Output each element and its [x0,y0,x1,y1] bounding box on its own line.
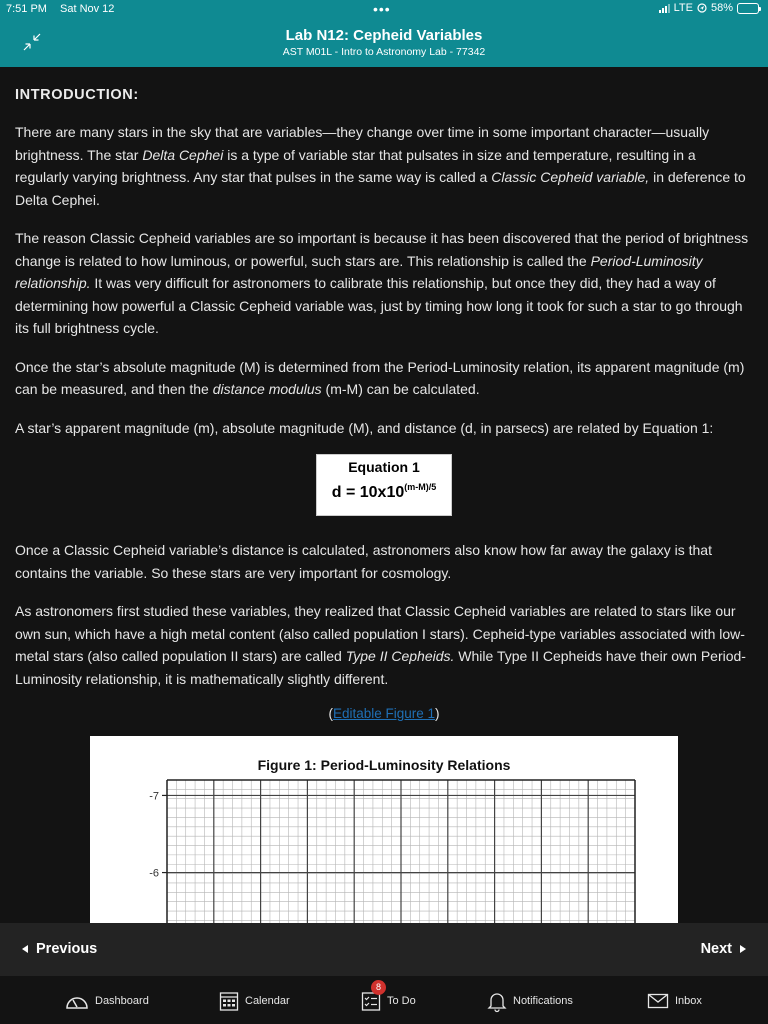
chart-plot [90,736,678,936]
chart-title: Figure 1: Period-Luminosity Relations [257,757,511,773]
text-run: There are many stars in the sky that are variables—they change over time in some important character—usually brightness. The star [15,124,710,163]
next-label: Next [700,941,732,957]
text-run: is a type of variable star that pulsates in size and temperature, resulting in a regularly varying brightness. Any star that pulses in the same way is called a [15,146,696,185]
text-run: Once the star’s absolute magnitude (M) is determined from the Period-Luminosity relation, its apparent magnitude (m) can be measured, and then the [15,358,745,397]
y-tick-label: -6 [149,867,159,880]
paren-open: ( [328,706,333,721]
tab-label: To Do [387,995,416,1007]
text-run: (m-M) can be calculated. [321,381,480,397]
intro-paragraph-4: A star’s apparent magnitude (m), absolute magnitude (M), and distance (d, in parsecs) are related by Equation 1: [15,419,714,436]
tab-inbox[interactable] [647,990,702,1012]
tab-notifications[interactable] [487,990,573,1012]
text-run-italic: Delta Cephei [142,146,224,163]
caret-left-icon [22,945,28,953]
multitasking-dots-icon[interactable]: ••• [373,1,391,17]
page-title: Lab N12: Cepheid Variables [285,27,483,44]
network-type: LTE [673,2,693,14]
previous-label: Previous [36,941,98,957]
y-tick-label: -7 [149,790,159,803]
text-run-italic: Classic Cepheid variable, [491,169,650,185]
intro-paragraph-3 [15,356,753,401]
inbox-icon [647,990,669,1012]
course-subtitle: AST M01L - Intro to Astronomy Lab - 77342 [282,46,486,58]
battery-percent: 58% [710,2,733,14]
status-bar [0,0,768,20]
section-heading: INTRODUCTION: [15,87,139,103]
figure-1-chart [90,736,678,936]
bottom-tab-bar [0,976,768,1024]
intro-paragraph-6 [15,600,753,690]
tab-dashboard[interactable] [65,990,149,1012]
caret-right-icon [740,945,746,953]
module-nav-bar [0,923,768,976]
text-run: in deference to Delta Cephei. [15,169,746,208]
tab-todo[interactable] [361,982,416,1012]
todo-badge: 8 [371,980,386,995]
page-content[interactable] [0,67,768,923]
equation-formula [317,482,451,502]
status-network [659,2,759,14]
equation-base: d = 10x10 [331,484,405,501]
signal-icon [659,3,670,13]
tab-label: Dashboard [95,995,149,1007]
equation-title: Equation 1 [348,459,420,475]
intro-paragraph-1 [15,121,753,211]
tab-label: Inbox [675,995,702,1007]
editable-figure-link[interactable]: Editable Figure 1 [332,706,436,721]
intro-paragraph-5: Once a Classic Cepheid variable’s distance is calculated, astronomers also know how far away the galaxy is that contains the variable. So these stars are very important for cosmology. [15,542,712,581]
bell-icon [487,990,507,1012]
figure-link-line [15,706,753,721]
tab-label: Notifications [513,995,573,1007]
tab-label: Calendar [245,995,290,1007]
equation-box [316,454,452,516]
previous-button[interactable] [22,941,97,957]
text-run: The reason Classic Cepheid variables are so important is because it has been discovered that the period of brightness change is related to how luminous, or powerful, such stars are. This relationship is called the [15,230,749,269]
text-run: While Type II Cepheids have their own Period-Luminosity relationship, it is mathematically slightly different. [15,648,746,687]
status-time: 7:51 PM [6,3,47,15]
text-run-italic: Type II Cepheids. [345,648,455,664]
equation-exponent: (m-M)/5 [404,482,437,492]
calendar-icon [219,990,239,1012]
dashboard-icon [65,990,89,1012]
text-run-italic: distance modulus [212,381,322,397]
text-run: It was very difficult for astronomers to calibrate this relationship, but once they did, they had a way of determining how powerful a Classic Cepheid variable was, just by timing how long it took for such a star to go through its full brightness cycle. [15,275,743,336]
location-icon [697,3,707,13]
tab-calendar[interactable] [219,990,290,1012]
text-run-italic: Period-Luminosity relationship. [15,252,703,291]
intro-paragraph-2 [15,227,753,340]
app-header [0,20,768,67]
battery-icon [737,3,759,14]
next-button[interactable] [701,941,746,957]
paren-close: ) [435,706,440,721]
text-run: As astronomers first studied these variables, they realized that Classic Cepheid variables are related to stars like our own sun, which have a high metal content (also called population I stars). Cepheid-type variables associated with low-metal stars (also called population II stars) are called [15,603,745,664]
status-date: Sat Nov 12 [60,3,115,15]
